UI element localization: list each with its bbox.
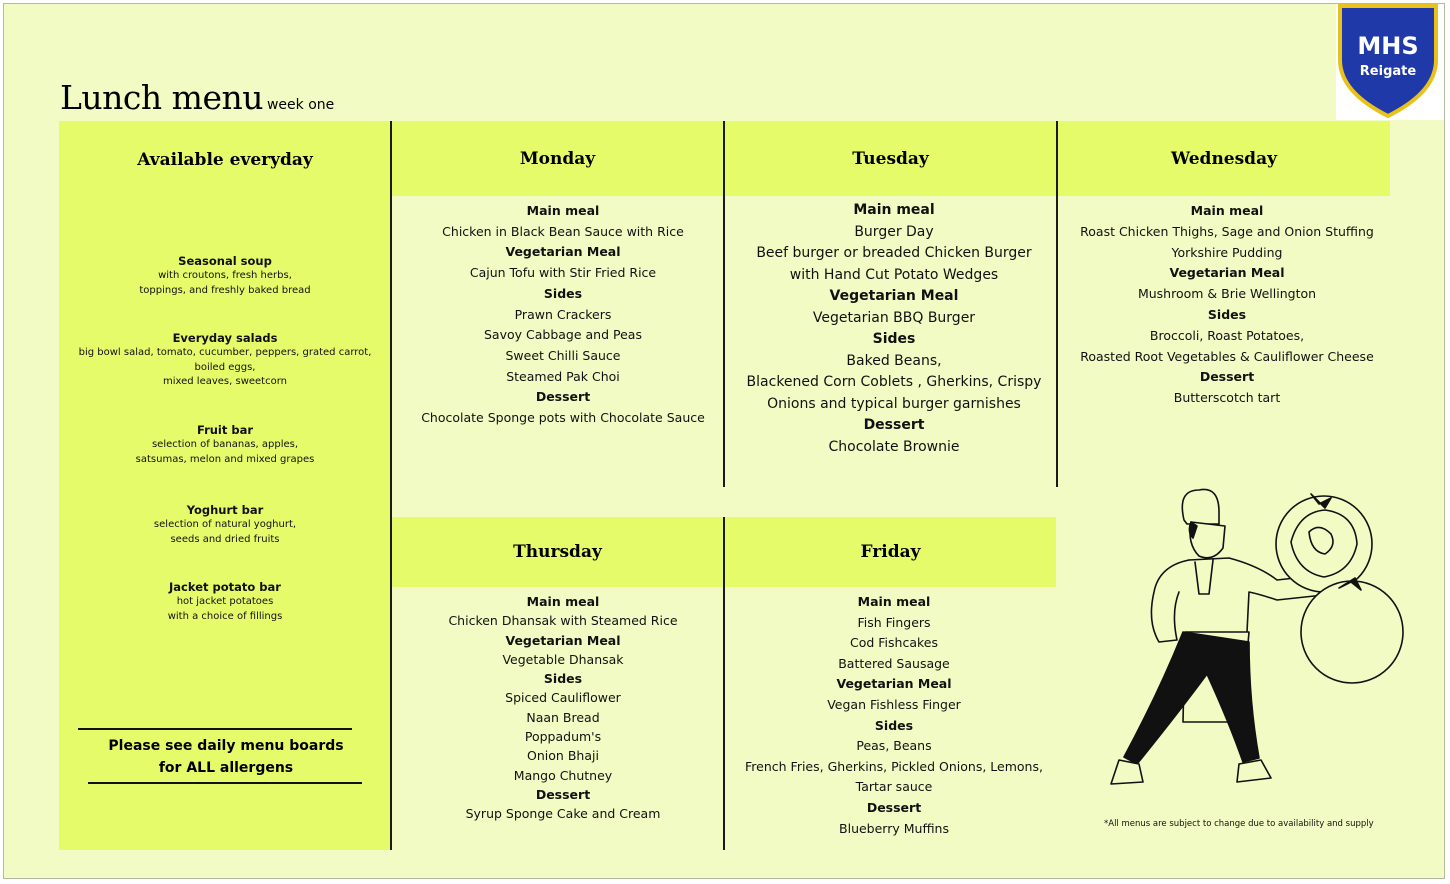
menu-line: Vegetarian Meal: [836, 676, 952, 692]
tuesday-menu: [727, 200, 1061, 458]
menu-line: Onion Bhaji: [527, 748, 599, 764]
menu-line: Mango Chutney: [513, 767, 613, 783]
menu-line: with Hand Cut Potato Wedges: [789, 266, 999, 283]
menu-line: Chicken Dhansak with Steamed Rice: [448, 613, 678, 629]
menu-line: Vegetarian BBQ Burger: [812, 309, 976, 326]
menu-line: Sides: [874, 717, 914, 733]
menu-line: Tartar sauce: [855, 779, 933, 795]
everyday-item-soup: [59, 253, 391, 298]
wednesday-menu: [1060, 201, 1394, 409]
menu-line: Baked Beans,: [846, 352, 942, 369]
thursday-heading: Thursday: [392, 517, 723, 587]
menu-line: Yorkshire Pudding: [1171, 244, 1283, 260]
menu-line: Savoy Cabbage and Peas: [484, 327, 642, 343]
divider: [88, 782, 362, 784]
menu-line: Spiced Cauliflower: [505, 690, 621, 706]
friday-heading: Friday: [725, 517, 1056, 587]
title-subtitle: week one: [266, 97, 335, 113]
everyday-item-salads: [59, 330, 391, 390]
menu-line: Mushroom & Brie Wellington: [1137, 286, 1317, 302]
divider: [78, 728, 352, 730]
menu-line: Cajun Tofu with Stir Fried Rice: [469, 265, 657, 281]
item-title: Everyday salads: [172, 331, 278, 345]
allergen-notice: [81, 735, 371, 779]
everyday-heading: Available everyday: [59, 121, 391, 199]
everyday-item-jacket: [59, 579, 391, 624]
menu-line: Peas, Beans: [856, 738, 932, 754]
item-desc: mixed leaves, sweetcorn: [162, 376, 287, 387]
menu-line: French Fries, Gherkins, Pickled Onions, Lemons,: [745, 758, 1043, 774]
menu-line: Poppadum's: [524, 729, 602, 745]
menu-line: Cod Fishcakes: [849, 635, 938, 651]
menu-line: Main meal: [1190, 203, 1264, 218]
menu-line: Vegan Fishless Finger: [827, 696, 961, 712]
everyday-item-yoghurt: [59, 502, 391, 547]
menu-line: Sides: [543, 671, 583, 687]
menu-line: Vegetarian Meal: [1169, 265, 1285, 281]
item-title: Jacket potato bar: [169, 580, 281, 594]
menu-line: Main meal: [526, 203, 600, 218]
logo-line2: Reigate: [1359, 64, 1417, 79]
everyday-column: [59, 121, 391, 850]
logo-line1: MHS: [1357, 32, 1419, 60]
menu-line: Sides: [872, 331, 916, 347]
chef-with-tomatoes-icon: [1099, 482, 1409, 792]
menu-line: Battered Sausage: [838, 655, 950, 671]
item-desc: seeds and dried fruits: [170, 533, 280, 545]
item-desc: big bowl salad, tomato, cucumber, peppers, grated carrot,: [78, 347, 372, 358]
menu-line: Broccoli, Roast Potatoes,: [1149, 327, 1305, 343]
tuesday-heading: Tuesday: [725, 121, 1056, 196]
menu-line: Dessert: [863, 417, 925, 433]
title-text: Lunch menu: [60, 78, 263, 117]
monday-heading: Monday: [392, 121, 723, 196]
menu-line: Fish Fingers: [857, 614, 931, 630]
item-title: Yoghurt bar: [186, 503, 264, 517]
menu-line: Onions and typical burger garnishes: [767, 395, 1021, 412]
menu-line: Chicken in Black Bean Sauce with Rice: [442, 223, 684, 239]
menu-line: Blackened Corn Coblets , Gherkins, Crispy: [746, 374, 1042, 390]
menu-line: Blueberry Muffins: [839, 820, 949, 836]
menu-line: Butterscotch tart: [1173, 390, 1281, 406]
menu-line: Vegetarian Meal: [505, 632, 621, 648]
menu-line: Main meal: [857, 594, 931, 609]
monday-menu: [394, 201, 732, 429]
menu-line: Chocolate Sponge pots with Chocolate Sauce: [421, 410, 705, 426]
menu-page: [3, 3, 1445, 879]
item-title: Fruit bar: [196, 423, 254, 437]
footnote: *All menus are subject to change due to availability and supply: [1104, 819, 1374, 829]
school-logo: [1336, 4, 1444, 120]
menu-line: Burger Day: [854, 223, 934, 240]
menu-line: Sides: [543, 285, 583, 301]
wednesday-heading: Wednesday: [1058, 121, 1390, 196]
allergen-line: for ALL allergens: [158, 760, 294, 776]
thursday-menu: [394, 592, 732, 824]
menu-line: Roast Chicken Thighs, Sage and Onion Stuffing: [1080, 223, 1374, 239]
menu-line: Chocolate Brownie: [828, 438, 960, 455]
item-desc: with croutons, fresh herbs,: [158, 270, 292, 281]
menu-line: Prawn Crackers: [514, 306, 612, 322]
item-title: Seasonal soup: [178, 254, 272, 268]
item-desc: hot jacket potatoes: [176, 596, 274, 607]
allergen-line: Please see daily menu boards: [108, 738, 344, 754]
menu-line: Sides: [1207, 306, 1247, 322]
menu-line: Beef burger or breaded Chicken Burger: [756, 245, 1032, 261]
item-desc: selection of bananas, apples,: [151, 439, 299, 450]
menu-line: Roasted Root Vegetables & Cauliflower Cheese: [1080, 348, 1374, 364]
column-divider: [390, 121, 392, 850]
menu-line: Vegetable Dhansak: [502, 651, 624, 667]
menu-line: Dessert: [1199, 369, 1255, 385]
menu-line: Main meal: [853, 202, 935, 218]
friday-menu: [727, 592, 1061, 839]
menu-line: Dessert: [866, 799, 922, 815]
menu-line: Naan Bread: [526, 709, 600, 725]
item-desc: boiled eggs,: [194, 361, 256, 373]
item-desc: selection of natural yoghurt,: [153, 519, 297, 530]
menu-line: Vegetarian Meal: [829, 288, 959, 304]
menu-line: Steamed Pak Choi: [506, 368, 620, 384]
menu-line: Dessert: [535, 786, 591, 802]
everyday-item-fruit: [59, 422, 391, 467]
item-desc: toppings, and freshly baked bread: [139, 284, 311, 296]
item-desc: with a choice of fillings: [167, 610, 283, 622]
page-title: [60, 78, 334, 117]
menu-line: Sweet Chilli Sauce: [505, 347, 621, 363]
menu-line: Main meal: [526, 594, 600, 609]
shield-icon: [1336, 4, 1444, 120]
item-desc: satsumas, melon and mixed grapes: [135, 453, 315, 465]
menu-line: Syrup Sponge Cake and Cream: [465, 806, 661, 822]
menu-line: Vegetarian Meal: [505, 244, 621, 260]
menu-line: Dessert: [535, 389, 591, 405]
